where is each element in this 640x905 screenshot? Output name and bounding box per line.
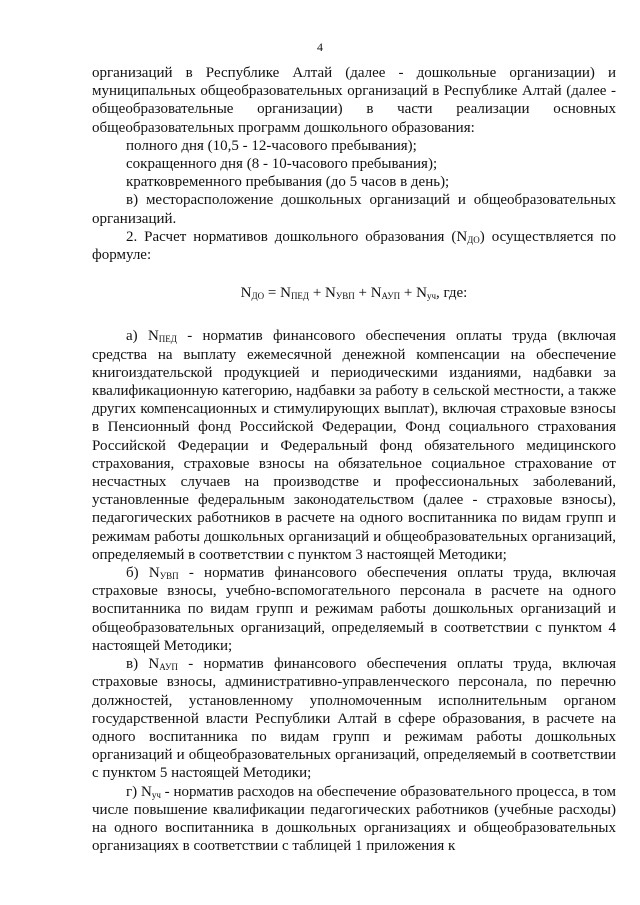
item-v-paragraph bbox=[92, 655, 616, 782]
item-a-subscript: ПЕД bbox=[158, 334, 177, 345]
item-g-prefix: г) N bbox=[126, 783, 152, 800]
location-paragraph: в) месторасположение дошкольных организаций и общеобразовательных организаций. bbox=[92, 192, 616, 227]
formula bbox=[92, 284, 616, 302]
item-b-prefix: б) N bbox=[126, 565, 160, 582]
item-g-paragraph bbox=[92, 783, 616, 856]
item-a-paragraph bbox=[92, 327, 616, 564]
formula-sub-do: ДО bbox=[251, 291, 265, 302]
formula-plus-3: + N bbox=[400, 285, 427, 302]
item-b-paragraph bbox=[92, 564, 616, 655]
formula-sub-uvp: УВП bbox=[335, 291, 355, 302]
formula-eq: = N bbox=[264, 285, 291, 302]
formula-sub-ped: ПЕД bbox=[290, 291, 310, 302]
formula-tail: , где: bbox=[435, 285, 468, 302]
formula-plus-1: + N bbox=[309, 285, 336, 302]
item-g-text: - норматив расходов на обеспечение образовательного процесса, в том числе повышение квалификации педагогических работников (учебные расходы) на одного воспитанника в дошкольных организациях и общеобразовательных организациях в соответствии с таблицей 1 приложения к bbox=[92, 783, 617, 855]
item-v-subscript: АУП bbox=[159, 662, 178, 673]
item-v-prefix: в) N bbox=[126, 656, 160, 673]
list-item-short-day: сокращенного дня (8 - 10-часового пребывания); bbox=[126, 156, 438, 173]
section-2-text-b: ) осуществляется по формуле: bbox=[92, 228, 617, 264]
list-item-short-stay: кратковременного пребывания (до 5 часов в день); bbox=[126, 174, 450, 191]
document-body bbox=[92, 64, 616, 855]
item-a-text: - норматив финансового обеспечения оплаты труда (включая средства на выплату ежемесячной денежной компенсации на обеспечение книгоиздательской продукцией и периодическими изданиями, надбавки за квалификационную категорию, надбавки за работу в сельской местности, а также других компенсационных и стимулирующих выплат), включая страховые взносы в Пенсионный фонд Российской Федерации, Фонд социального страхования Российской Федерации и Федеральный фонд обязательного медицинского страхования, страховые взносы на обязательное социальное страхование от несчастных случаев на производстве и профессиональных заболеваний, установленные федеральным законодательством (далее - страховые взносы), педагогических работников в расчете на одного воспитанника по видам групп и режимам работы дошкольных организаций и общеобразовательных организаций, определяемый в соответствии с пунктом 3 настоящей Методики; bbox=[92, 328, 616, 563]
formula-n: N bbox=[240, 285, 252, 302]
item-b-text: - норматив финансового обеспечения оплаты труда, включая страховые взносы, учебно-вспомогательного персонала в расчете на одного воспитанника по видам групп и режимам работы дошкольных организаций и общеобразовательных организаций, определяемый в соответствии с пунктом 4 настоящей Методики; bbox=[92, 565, 616, 654]
item-v-text: - норматив финансового обеспечения оплаты труда, включая страховые взносы, административно-управленческого персонала, по перечню должностей, установленному уполномоченным исполнительным органом государственной власти Республики Алтай в сфере образования, в расчете на одного воспитанника по видам групп и режимам работы дошкольных организаций и общеобразовательных организаций, определяемый в соответствии с пунктом 5 настоящей Методики; bbox=[92, 656, 616, 782]
formula-sub-uch: уч bbox=[426, 291, 436, 302]
formula-sub-aup: АУП bbox=[381, 291, 401, 302]
item-g-subscript: уч bbox=[151, 789, 161, 800]
formula-plus-2: + N bbox=[354, 285, 382, 302]
page-number: 4 bbox=[317, 40, 323, 54]
intro-paragraph: организаций в Республике Алтай (далее - дошкольные организации) и муниципальных общеобразовательных организаций в Республике Алтай (далее - общеобразовательные организации) в части реализации основных общеобразовательных программ дошкольного образования: bbox=[92, 65, 616, 136]
section-2-text-a: 2. Расчет нормативов дошкольного образования (N bbox=[126, 228, 468, 245]
section-2-subscript: ДО bbox=[467, 234, 480, 245]
item-b-subscript: УВП bbox=[159, 571, 179, 582]
section-2-paragraph bbox=[92, 228, 616, 264]
list-item-full-day: полного дня (10,5 - 12-часового пребывания); bbox=[126, 137, 417, 154]
item-a-prefix: а) N bbox=[126, 328, 159, 345]
